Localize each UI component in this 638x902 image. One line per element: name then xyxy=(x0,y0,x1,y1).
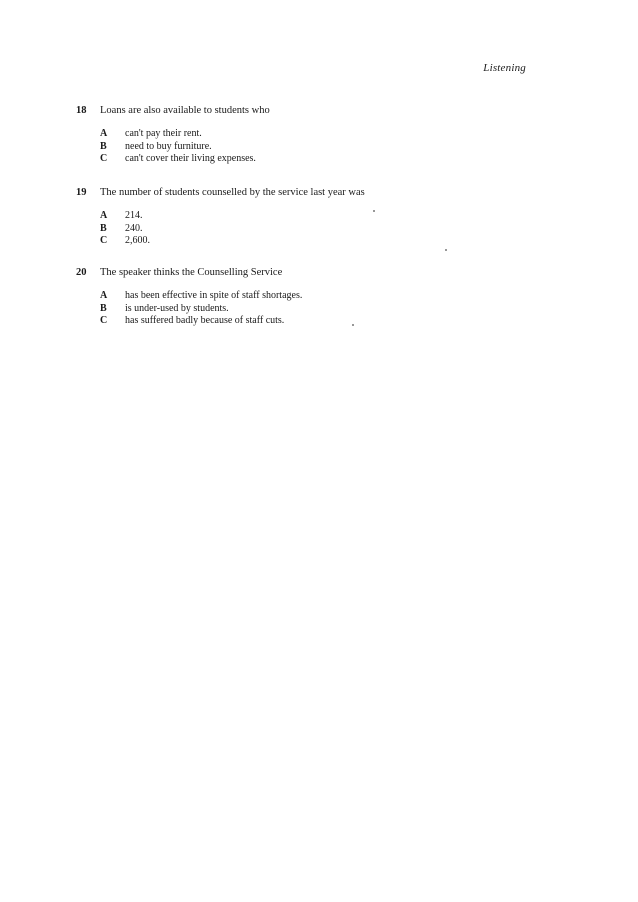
option-text: 214. xyxy=(125,210,143,221)
option-list xyxy=(100,210,496,248)
question-text: The speaker thinks the Counselling Service xyxy=(100,267,283,278)
question-number: 19 xyxy=(76,187,87,198)
question-stem xyxy=(76,186,496,199)
question-18 xyxy=(76,104,496,166)
option-b xyxy=(100,223,496,236)
question-stem xyxy=(76,266,496,279)
option-a xyxy=(100,290,496,303)
option-letter: C xyxy=(100,235,108,246)
scan-speck xyxy=(352,324,354,326)
question-19 xyxy=(76,186,496,248)
question-stem xyxy=(76,104,496,117)
option-b xyxy=(100,303,496,316)
option-b xyxy=(100,141,496,154)
scan-speck xyxy=(373,210,375,212)
option-letter: C xyxy=(100,153,108,164)
option-c xyxy=(100,315,496,328)
option-a xyxy=(100,128,496,141)
question-text: Loans are also available to students who xyxy=(100,105,270,116)
option-letter: A xyxy=(100,290,108,301)
option-letter: C xyxy=(100,315,108,326)
option-text: need to buy furniture. xyxy=(125,140,212,152)
question-20 xyxy=(76,266,496,328)
option-letter: B xyxy=(100,302,107,314)
question-number: 20 xyxy=(76,267,87,278)
option-text: can't cover their living expenses. xyxy=(125,153,256,164)
option-c xyxy=(100,153,496,166)
option-text: 2,600. xyxy=(125,235,150,246)
question-text: The number of students counselled by the service last year was xyxy=(100,187,365,198)
option-text: 240. xyxy=(125,222,143,234)
scan-speck xyxy=(445,249,447,251)
option-text: can't pay their rent. xyxy=(125,128,202,139)
option-letter: A xyxy=(100,210,108,221)
option-text: has been effective in spite of staff shortages. xyxy=(125,290,303,301)
option-a xyxy=(100,210,496,223)
option-text: has suffered badly because of staff cuts. xyxy=(125,315,285,326)
option-letter: B xyxy=(100,140,107,152)
section-header: Listening xyxy=(483,62,526,74)
option-letter: A xyxy=(100,128,108,139)
option-list xyxy=(100,128,496,166)
option-c xyxy=(100,235,496,248)
question-number: 18 xyxy=(76,105,87,116)
option-text: is under-used by students. xyxy=(125,302,229,314)
option-list xyxy=(100,290,496,328)
option-letter: B xyxy=(100,222,107,234)
